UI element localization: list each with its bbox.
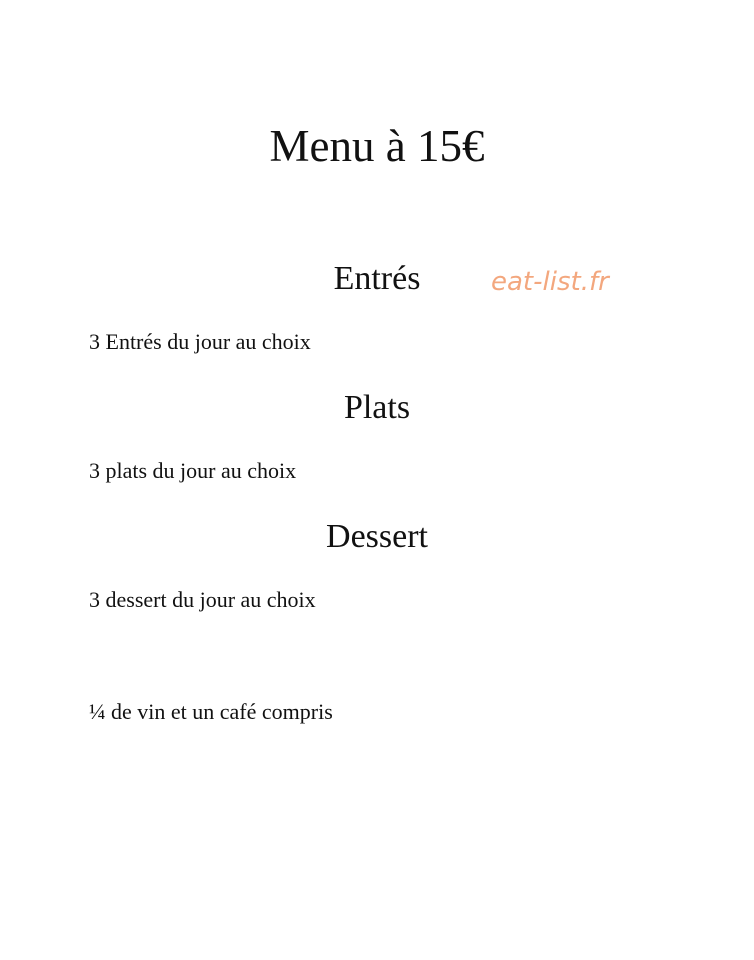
section-heading-plats: Plats [343, 389, 411, 426]
section-body-dessert: 3 dessert du jour au choix [89, 587, 316, 612]
section-body-entres: 3 Entrés du jour au choix [89, 329, 311, 354]
menu-footer-note: ¼ de vin et un café compris [89, 699, 333, 724]
section-heading-entres: Entrés [333, 260, 421, 297]
menu-title: Menu à 15€ [269, 121, 485, 171]
section-heading-dessert: Dessert [326, 518, 428, 555]
section-body-plats: 3 plats du jour au choix [89, 458, 297, 483]
watermark-logo: eat-list.fr [491, 267, 609, 297]
